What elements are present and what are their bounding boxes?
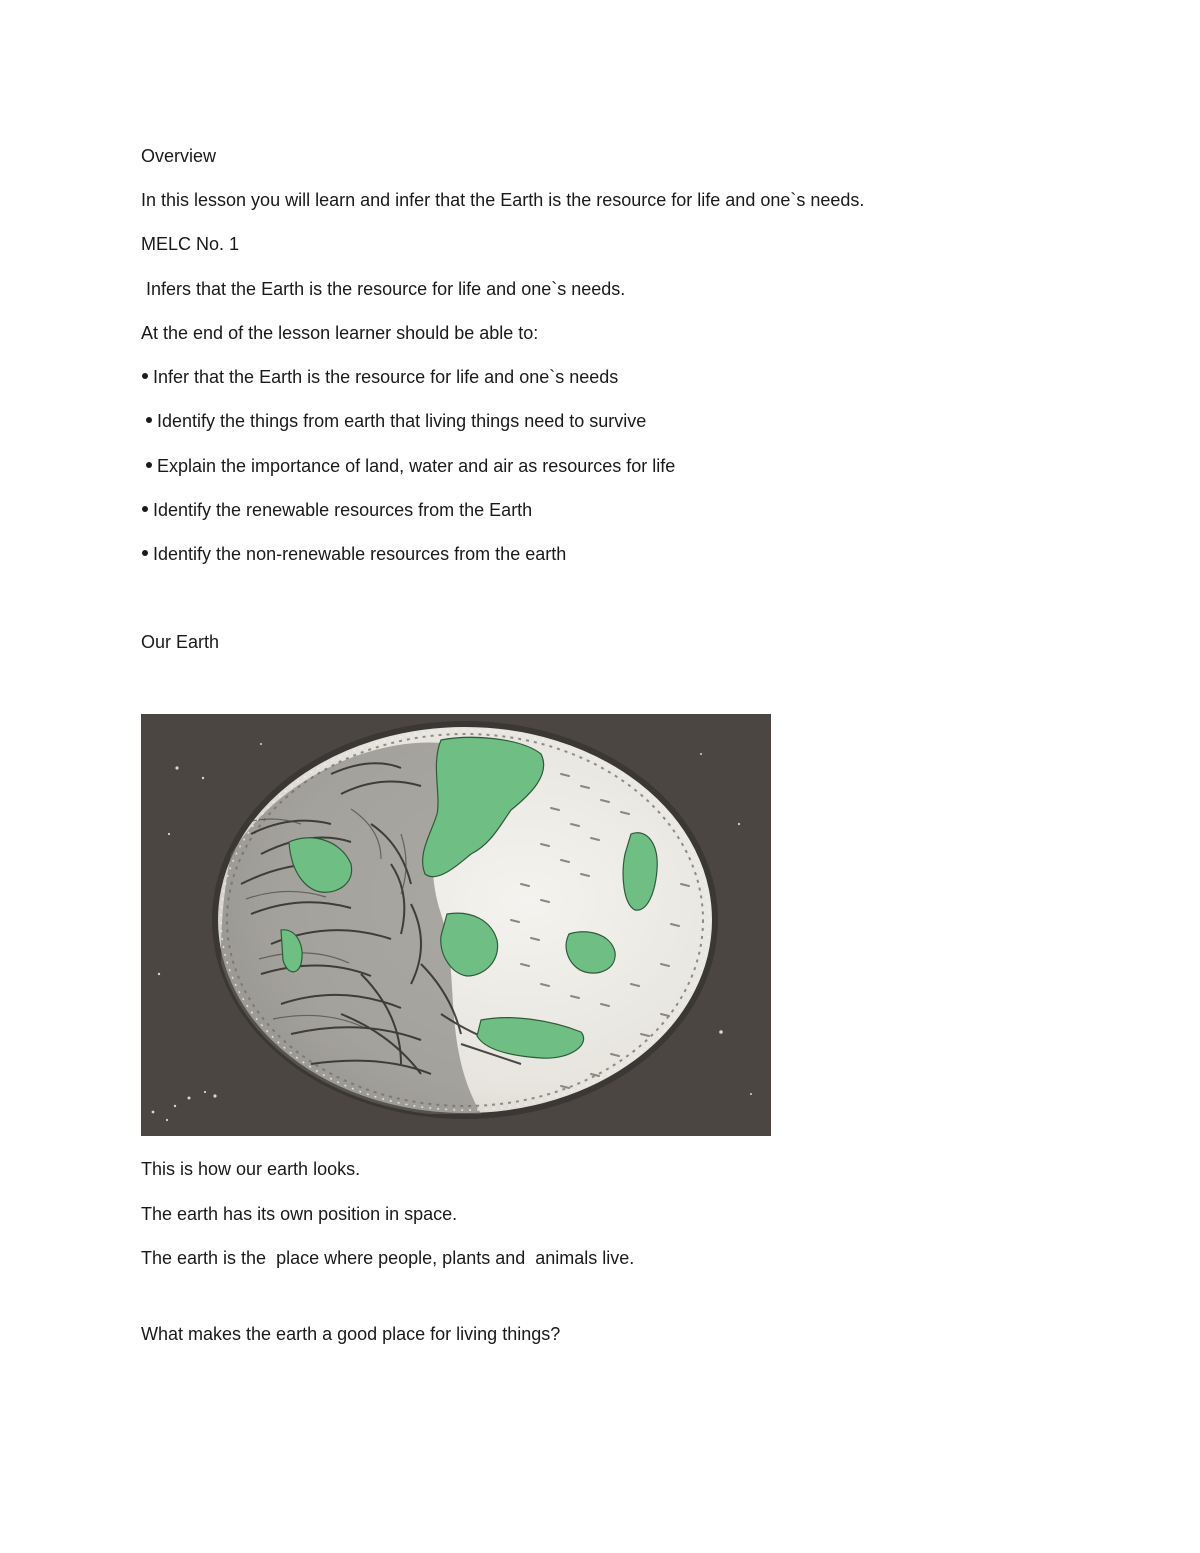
caption-line: The earth is the place where people, plants and animals live. <box>141 1248 635 1268</box>
objective-text: Explain the importance of land, water and air as resources for life <box>157 456 676 476</box>
bullet-icon <box>142 506 148 512</box>
melc-text: Infers that the Earth is the resource for life and one`s needs. <box>141 279 626 299</box>
bullet-icon <box>146 417 152 423</box>
earth-illustration-icon <box>141 714 771 1136</box>
overview-heading: Overview <box>141 146 217 166</box>
intro-paragraph: In this lesson you will learn and infer that the Earth is the resource for life and one`s needs. <box>141 190 865 210</box>
bullet-icon <box>142 373 148 379</box>
our-earth-heading: Our Earth <box>141 632 220 652</box>
question-line: What makes the earth a good place for living things? <box>141 1324 561 1344</box>
caption-line: The earth has its own position in space. <box>141 1204 458 1224</box>
objective-text: Identify the things from earth that living things need to survive <box>157 411 647 431</box>
objective-item <box>142 543 566 565</box>
objective-item <box>142 366 618 388</box>
bullet-icon <box>146 462 152 468</box>
caption-line: This is how our earth looks. <box>141 1159 361 1179</box>
objective-text: Identify the non-renewable resources from the earth <box>153 544 567 564</box>
objective-item <box>146 410 646 432</box>
objective-item <box>142 499 532 521</box>
bullet-icon <box>142 550 148 556</box>
melc-label: MELC No. 1 <box>141 234 240 254</box>
objective-item <box>146 455 675 477</box>
objective-text: Infer that the Earth is the resource for life and one`s needs <box>153 367 619 387</box>
objective-text: Identify the renewable resources from the Earth <box>153 500 533 520</box>
objectives-intro: At the end of the lesson learner should be able to: <box>141 323 539 343</box>
